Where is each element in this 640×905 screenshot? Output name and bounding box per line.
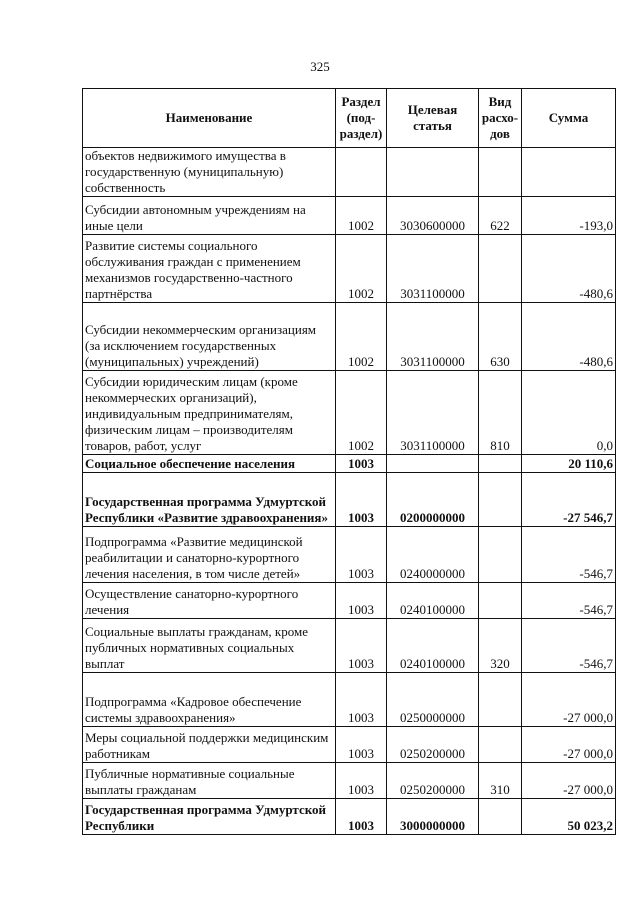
row-sum: -546,7 [522, 527, 616, 583]
row-name: Подпрограмма «Развитие медицинской реабилитации и санаторно-курортного лечения населения, в том числе детей» [83, 527, 336, 583]
table-row [83, 455, 616, 473]
row-section: 1003 [336, 727, 387, 763]
table-row [83, 673, 616, 727]
table-row [83, 619, 616, 673]
table-row [83, 583, 616, 619]
row-target: 0250000000 [387, 673, 479, 727]
row-sum: -27 546,7 [522, 473, 616, 527]
table-row [83, 371, 616, 455]
row-target: 3031100000 [387, 371, 479, 455]
row-expense-type: 622 [479, 197, 522, 235]
table-row [83, 473, 616, 527]
row-name: Подпрограмма «Кадровое обеспечение системы здравоохранения» [83, 673, 336, 727]
table-row [83, 527, 616, 583]
row-name: Государственная программа Удмуртской Республики [83, 799, 336, 835]
header-section: Раздел (под-раздел) [336, 89, 387, 148]
row-target: 3031100000 [387, 303, 479, 371]
row-target: 0240100000 [387, 619, 479, 673]
row-name: объектов недвижимого имущества в государственную (муниципальную) собственность [83, 148, 336, 197]
table-row [83, 197, 616, 235]
row-section: 1002 [336, 197, 387, 235]
row-sum: 20 110,6 [522, 455, 616, 473]
row-section: 1002 [336, 303, 387, 371]
row-sum: -546,7 [522, 583, 616, 619]
row-name: Социальное обеспечение населения [83, 455, 336, 473]
row-name: Субсидии юридическим лицам (кроме некоммерческих организаций), индивидуальным предпринимателям, физическим лицам – производителям товаров, работ, услуг [83, 371, 336, 455]
row-name: Социальные выплаты гражданам, кроме публичных нормативных социальных выплат [83, 619, 336, 673]
row-expense-type: 630 [479, 303, 522, 371]
row-sum: -480,6 [522, 303, 616, 371]
row-sum: 0,0 [522, 371, 616, 455]
header-expense-type: Вид расхо-дов [479, 89, 522, 148]
table-row [83, 763, 616, 799]
budget-table [82, 88, 616, 835]
row-sum: -27 000,0 [522, 673, 616, 727]
row-section: 1002 [336, 371, 387, 455]
row-name: Государственная программа Удмуртской Республики «Развитие здравоохранения» [83, 473, 336, 527]
row-expense-type: 320 [479, 619, 522, 673]
row-expense-type [479, 799, 522, 835]
page-number: 325 [310, 59, 330, 74]
row-section: 1003 [336, 473, 387, 527]
row-sum: 50 023,2 [522, 799, 616, 835]
row-expense-type [479, 583, 522, 619]
row-section: 1003 [336, 619, 387, 673]
row-sum: -193,0 [522, 197, 616, 235]
table-row [83, 799, 616, 835]
row-expense-type [479, 727, 522, 763]
row-section: 1003 [336, 583, 387, 619]
row-name: Развитие системы социального обслуживания граждан с применением механизмов государственно-частного партнёрства [83, 235, 336, 303]
row-section: 1003 [336, 527, 387, 583]
row-sum: -27 000,0 [522, 763, 616, 799]
row-name: Субсидии автономным учреждениям на иные цели [83, 197, 336, 235]
header-sum: Сумма [522, 89, 616, 148]
row-name: Осуществление санаторно-курортного лечения [83, 583, 336, 619]
row-expense-type [479, 148, 522, 197]
row-sum: -480,6 [522, 235, 616, 303]
row-section: 1003 [336, 799, 387, 835]
table-row [83, 148, 616, 197]
row-target: 0250200000 [387, 763, 479, 799]
row-name: Субсидии некоммерческим организациям (за исключением государственных (муниципальных) учреждений) [83, 303, 336, 371]
row-name: Меры социальной поддержки медицинским работникам [83, 727, 336, 763]
row-expense-type: 310 [479, 763, 522, 799]
row-expense-type [479, 527, 522, 583]
row-expense-type [479, 235, 522, 303]
row-sum [522, 148, 616, 197]
row-target: 0240100000 [387, 583, 479, 619]
header-name: Наименование [83, 89, 336, 148]
row-target: 0240000000 [387, 527, 479, 583]
row-section: 1003 [336, 455, 387, 473]
row-target: 3031100000 [387, 235, 479, 303]
row-target [387, 455, 479, 473]
row-section [336, 148, 387, 197]
row-expense-type [479, 673, 522, 727]
row-target: 0250200000 [387, 727, 479, 763]
row-target: 3000000000 [387, 799, 479, 835]
row-section: 1002 [336, 235, 387, 303]
table-row [83, 727, 616, 763]
table-body [83, 148, 616, 835]
row-expense-type [479, 455, 522, 473]
table-header-row [83, 89, 616, 148]
row-target [387, 148, 479, 197]
row-sum: -546,7 [522, 619, 616, 673]
row-expense-type [479, 473, 522, 527]
row-section: 1003 [336, 763, 387, 799]
table-row [83, 235, 616, 303]
row-name: Публичные нормативные социальные выплаты гражданам [83, 763, 336, 799]
table-row [83, 303, 616, 371]
row-sum: -27 000,0 [522, 727, 616, 763]
row-target: 3030600000 [387, 197, 479, 235]
row-section: 1003 [336, 673, 387, 727]
row-expense-type: 810 [479, 371, 522, 455]
header-target: Целевая статья [387, 89, 479, 148]
row-target: 0200000000 [387, 473, 479, 527]
